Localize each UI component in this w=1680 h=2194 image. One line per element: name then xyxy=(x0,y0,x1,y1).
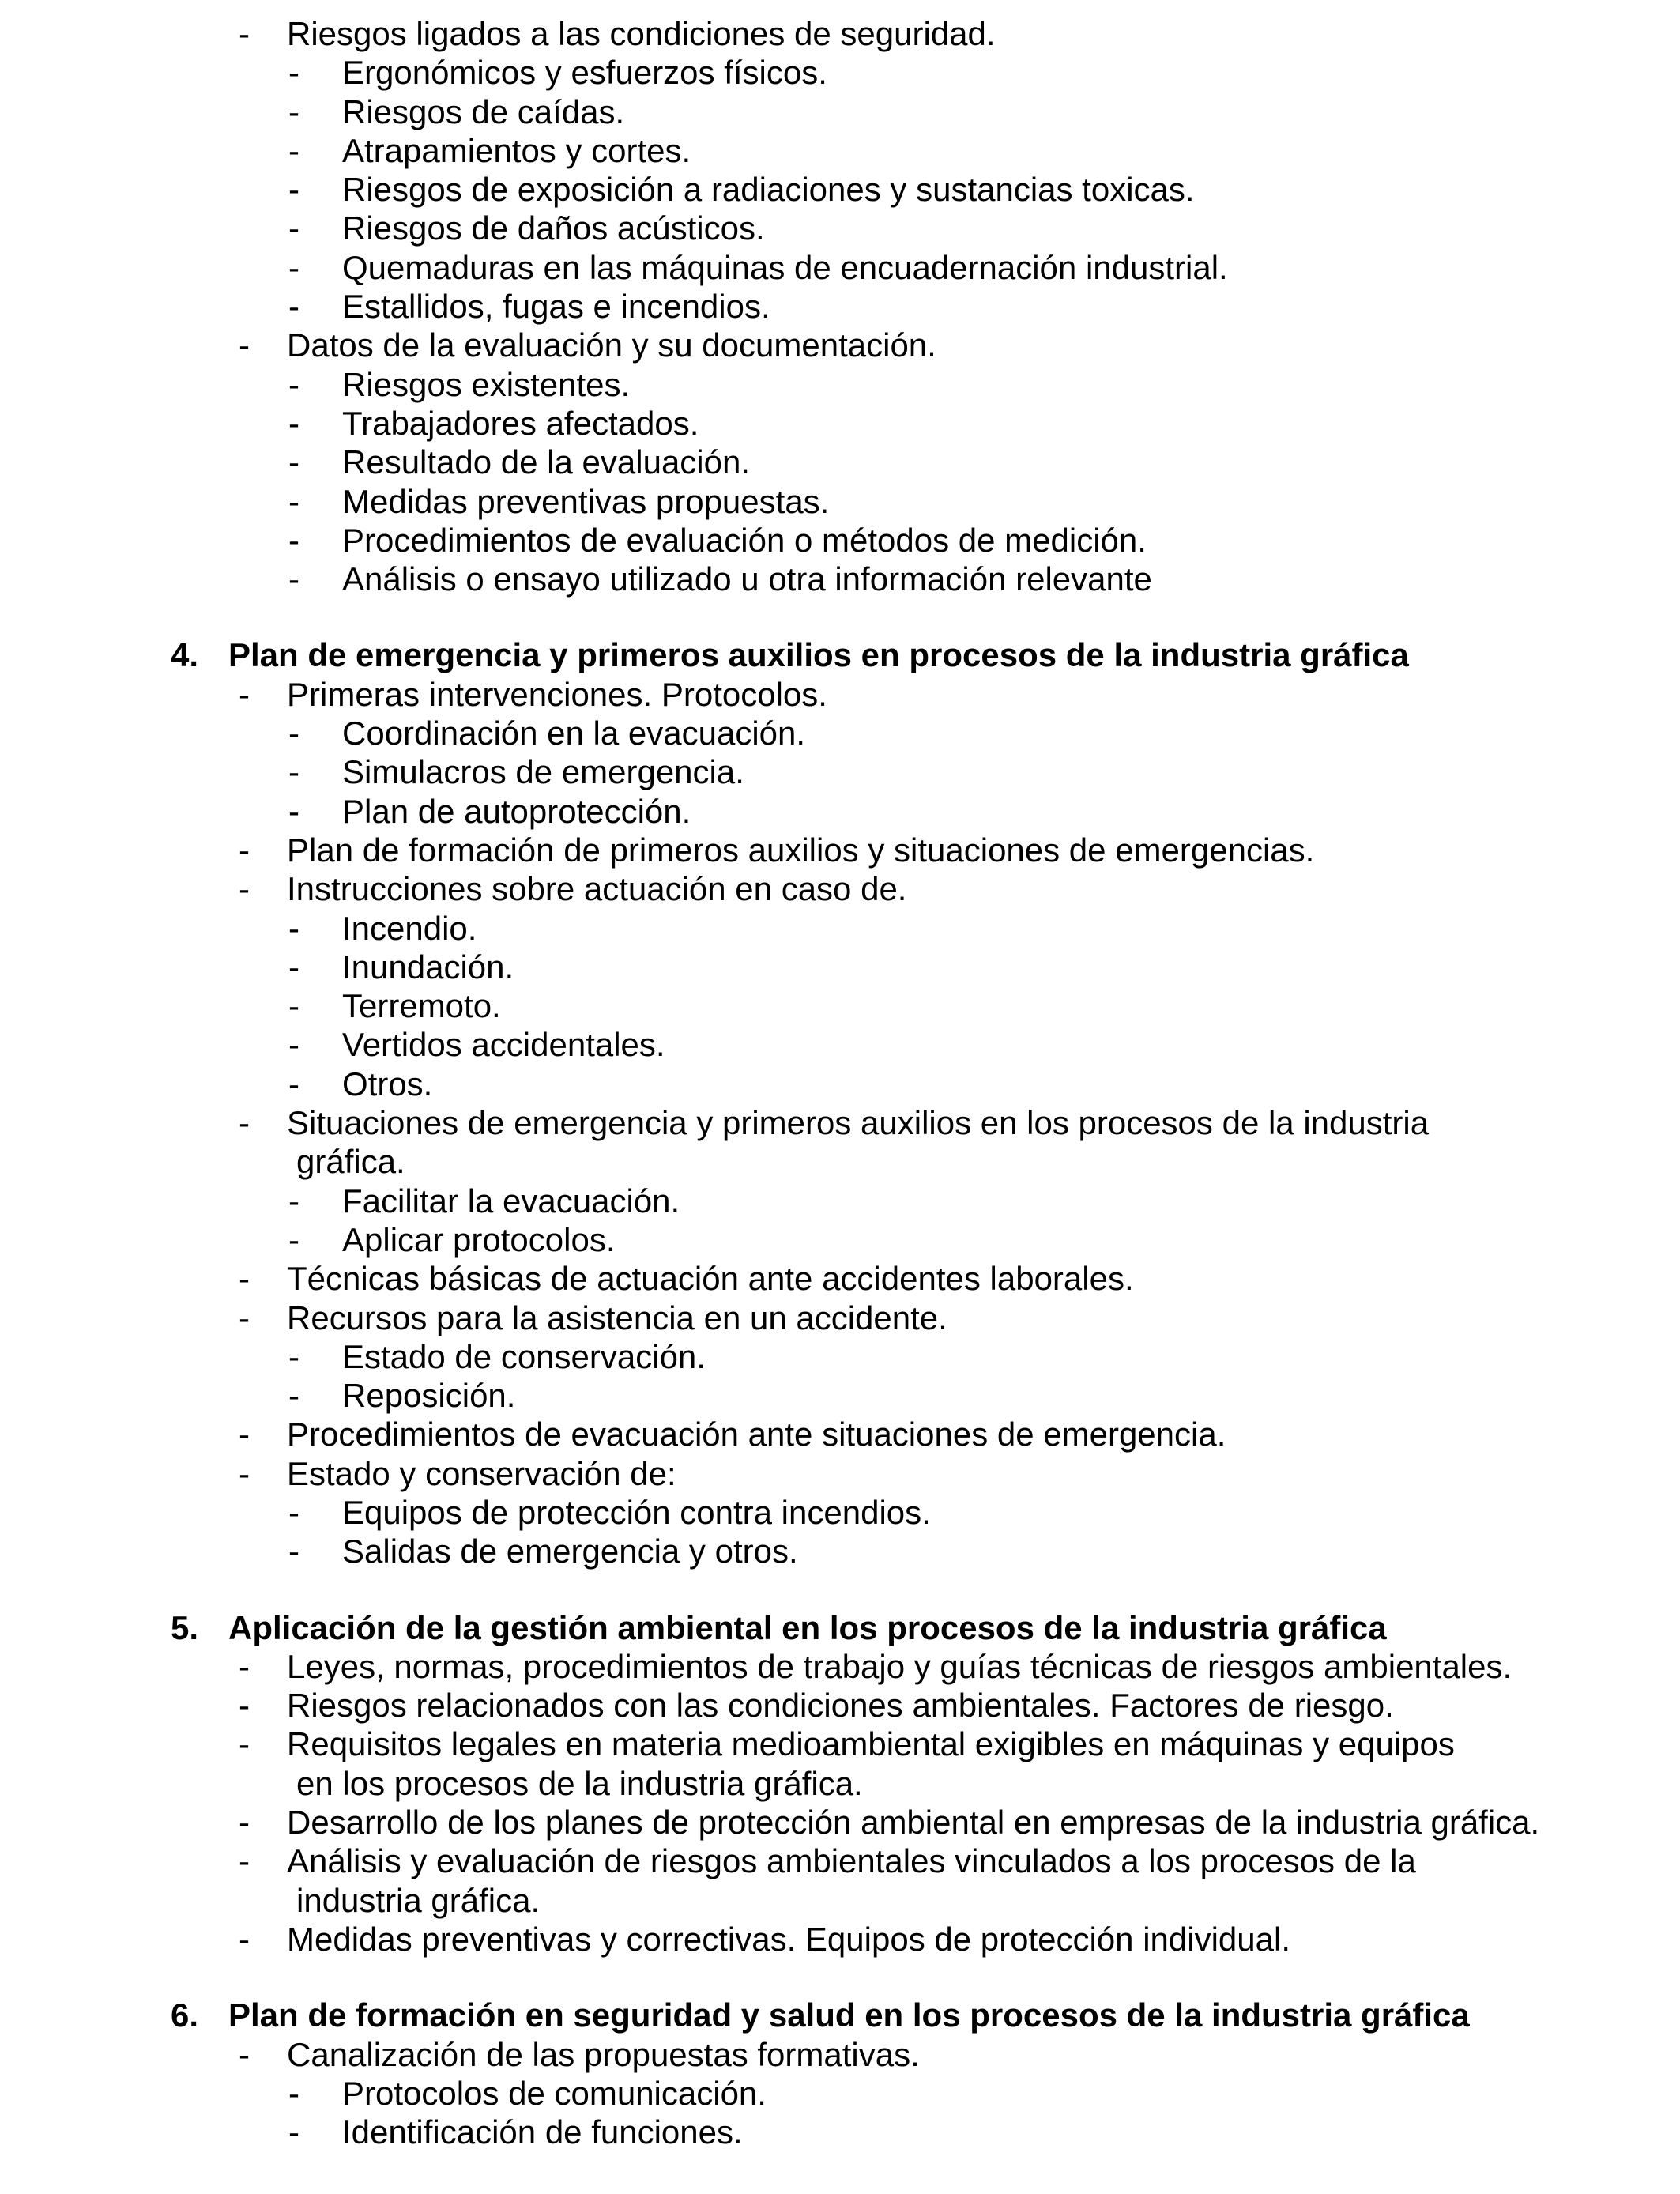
list-item-text: Estallidos, fugas e incendios. xyxy=(342,288,770,326)
list-item-text: Procedimientos de evaluación o métodos de medición. xyxy=(342,521,1147,559)
list-item xyxy=(0,1920,1680,1958)
bullet-dash: - xyxy=(239,1725,250,1763)
sub-list-item xyxy=(0,521,1680,560)
list-item-text: Facilitar la evacuación. xyxy=(342,1182,680,1220)
sub-list-item xyxy=(0,53,1680,92)
list-item-text: Plan de formación de primeros auxilios y situaciones de emergencias. xyxy=(287,831,1315,869)
list-item xyxy=(0,675,1680,714)
list-item xyxy=(0,1647,1680,1686)
sub-list-item xyxy=(0,714,1680,752)
bullet-dash: - xyxy=(288,131,299,169)
list-item-text: Aplicar protocolos. xyxy=(342,1220,616,1258)
sub-list-item xyxy=(0,209,1680,247)
bullet-dash: - xyxy=(288,92,299,130)
bullet-dash: - xyxy=(288,248,299,286)
sub-list-item xyxy=(0,1065,1680,1103)
section-heading xyxy=(0,635,1680,674)
list-item-text: Riesgos existentes. xyxy=(342,365,631,403)
list-item-text: Desarrollo de los planes de protección ambiental en empresas de la industria gráfica. xyxy=(287,1804,1540,1842)
list-item-text: Análisis y evaluación de riesgos ambientales vinculados a los procesos de la xyxy=(287,1842,1416,1880)
section-heading xyxy=(0,1996,1680,2034)
list-item-text: Riesgos ligados a las condiciones de seguridad. xyxy=(287,15,996,52)
bullet-dash: - xyxy=(288,521,299,559)
list-item-text: Instrucciones sobre actuación en caso de. xyxy=(287,870,907,908)
list-item-text: Riesgos de daños acústicos. xyxy=(342,209,765,247)
list-item-text: Riesgos de exposición a radiaciones y sustancias toxicas. xyxy=(342,171,1195,209)
sub-list-item xyxy=(0,287,1680,326)
section-heading xyxy=(0,1608,1680,1647)
sub-list-item xyxy=(0,170,1680,209)
list-item-text: Leyes, normas, procedimientos de trabajo y guías técnicas de riesgos ambientales. xyxy=(287,1647,1512,1685)
list-item-continuation xyxy=(0,1142,1680,1181)
bullet-dash: - xyxy=(239,1260,250,1298)
list-item-text: Estado de conservación. xyxy=(342,1337,706,1375)
section-spacer xyxy=(0,1958,1680,1996)
sub-list-item xyxy=(0,404,1680,443)
sub-list-item xyxy=(0,792,1680,831)
list-item-text: Inundación. xyxy=(342,948,514,986)
bullet-dash: - xyxy=(288,1220,299,1258)
sub-list-item xyxy=(0,1376,1680,1415)
sub-list-item xyxy=(0,2113,1680,2151)
list-item-continuation xyxy=(0,1764,1680,1803)
sub-list-item xyxy=(0,248,1680,287)
list-item-text: Salidas de emergencia y otros. xyxy=(342,1532,798,1570)
bullet-dash: - xyxy=(288,443,299,481)
list-item-text: Protocolos de comunicación. xyxy=(342,2074,767,2112)
list-item-text: Equipos de protección contra incendios. xyxy=(342,1493,931,1531)
sub-list-item xyxy=(0,365,1680,404)
section-number: 4. xyxy=(171,636,199,674)
list-item-text: Reposición. xyxy=(342,1377,516,1415)
bullet-dash: - xyxy=(288,792,299,830)
bullet-dash: - xyxy=(239,1416,250,1453)
list-item xyxy=(0,1842,1680,1880)
list-item-text: en los procesos de la industria gráfica. xyxy=(296,1764,863,1802)
section-number: 5. xyxy=(171,1608,199,1646)
list-item xyxy=(0,1725,1680,1763)
list-item-text: Coordinación en la evacuación. xyxy=(342,714,806,752)
list-item-text: gráfica. xyxy=(296,1143,405,1181)
sub-list-item xyxy=(0,482,1680,521)
list-item-continuation xyxy=(0,1881,1680,1920)
bullet-dash: - xyxy=(239,15,250,52)
list-item-text: Atrapamientos y cortes. xyxy=(342,131,691,169)
list-item-text: Ergonómicos y esfuerzos físicos. xyxy=(342,54,827,92)
bullet-dash: - xyxy=(239,1687,250,1725)
list-item-text: Medidas preventivas propuestas. xyxy=(342,482,830,520)
list-item-text: Primeras intervenciones. Protocolos. xyxy=(287,675,827,713)
bullet-dash: - xyxy=(288,753,299,791)
section-number: 6. xyxy=(171,1996,199,2034)
bullet-dash: - xyxy=(288,560,299,598)
sub-list-item xyxy=(0,1493,1680,1532)
section-title: Plan de formación en seguridad y salud en los procesos de la industria gráfica xyxy=(228,1996,1470,2034)
list-item-text: Medidas preventivas y correctivas. Equipos de protección individual. xyxy=(287,1920,1290,1958)
bullet-dash: - xyxy=(288,404,299,442)
bullet-dash: - xyxy=(239,1647,250,1685)
bullet-dash: - xyxy=(288,288,299,326)
document-page xyxy=(0,14,1680,2151)
bullet-dash: - xyxy=(239,831,250,869)
list-item-text: Riesgos relacionados con las condiciones ambientales. Factores de riesgo. xyxy=(287,1687,1394,1725)
bullet-dash: - xyxy=(288,209,299,247)
list-item-text: Simulacros de emergencia. xyxy=(342,753,744,791)
sub-list-item xyxy=(0,986,1680,1025)
bullet-dash: - xyxy=(239,675,250,713)
list-item xyxy=(0,1299,1680,1337)
bullet-dash: - xyxy=(288,987,299,1025)
bullet-dash: - xyxy=(288,171,299,209)
bullet-dash: - xyxy=(288,1065,299,1103)
list-item-text: Identificación de funciones. xyxy=(342,2113,743,2151)
list-item-text: Incendio. xyxy=(342,909,477,947)
sub-list-item xyxy=(0,1182,1680,1220)
list-item-text: Técnicas básicas de actuación ante accidentes laborales. xyxy=(287,1260,1134,1298)
sub-list-item xyxy=(0,948,1680,986)
bullet-dash: - xyxy=(288,365,299,403)
sub-list-item xyxy=(0,560,1680,598)
list-item-text: Quemaduras en las máquinas de encuadernación industrial. xyxy=(342,248,1228,286)
bullet-dash: - xyxy=(288,2113,299,2151)
bullet-dash: - xyxy=(288,1532,299,1570)
list-item xyxy=(0,1259,1680,1298)
sub-list-item xyxy=(0,443,1680,481)
list-item-text: Requisitos legales en materia medioambiental exigibles en máquinas y equipos xyxy=(287,1725,1455,1763)
list-item xyxy=(0,1803,1680,1842)
bullet-dash: - xyxy=(288,1337,299,1375)
section-spacer xyxy=(0,1571,1680,1608)
bullet-dash: - xyxy=(239,1454,250,1492)
bullet-dash: - xyxy=(239,1804,250,1842)
list-item-text: Otros. xyxy=(342,1065,433,1103)
bullet-dash: - xyxy=(288,909,299,947)
sub-list-item xyxy=(0,909,1680,948)
bullet-dash: - xyxy=(288,54,299,92)
bullet-dash: - xyxy=(239,1920,250,1958)
sub-list-item xyxy=(0,92,1680,131)
list-item-text: Resultado de la evaluación. xyxy=(342,443,751,481)
bullet-dash: - xyxy=(239,1299,250,1336)
list-item-text: Riesgos de caídas. xyxy=(342,92,625,130)
sub-list-item xyxy=(0,1337,1680,1376)
list-item-text: Terremoto. xyxy=(342,987,501,1025)
list-item xyxy=(0,1103,1680,1142)
list-item-text: Vertidos accidentales. xyxy=(342,1026,665,1064)
sub-list-item xyxy=(0,131,1680,170)
list-item xyxy=(0,326,1680,364)
bullet-dash: - xyxy=(288,714,299,752)
bullet-dash: - xyxy=(288,1026,299,1064)
section-title: Plan de emergencia y primeros auxilios en procesos de la industria gráfica xyxy=(228,636,1409,674)
bullet-dash: - xyxy=(288,2074,299,2112)
list-item xyxy=(0,869,1680,908)
bullet-dash: - xyxy=(239,326,250,364)
sub-list-item xyxy=(0,2074,1680,2113)
section-title: Aplicación de la gestión ambiental en los procesos de la industria gráfica xyxy=(228,1608,1387,1646)
bullet-dash: - xyxy=(239,1842,250,1880)
bullet-dash: - xyxy=(239,870,250,908)
list-item xyxy=(0,2035,1680,2074)
list-item-text: Procedimientos de evacuación ante situaciones de emergencia. xyxy=(287,1416,1226,1453)
bullet-dash: - xyxy=(288,1182,299,1220)
bullet-dash: - xyxy=(288,482,299,520)
bullet-dash: - xyxy=(288,1493,299,1531)
list-item-text: Datos de la evaluación y su documentación. xyxy=(287,326,936,364)
section-spacer xyxy=(0,598,1680,635)
list-item xyxy=(0,831,1680,869)
bullet-dash: - xyxy=(239,2035,250,2073)
sub-list-item xyxy=(0,1532,1680,1570)
list-item xyxy=(0,14,1680,53)
bullet-dash: - xyxy=(288,948,299,986)
list-item-text: Canalización de las propuestas formativas. xyxy=(287,2035,920,2073)
list-item xyxy=(0,1415,1680,1453)
list-item-text: Estado y conservación de: xyxy=(287,1454,676,1492)
sub-list-item xyxy=(0,1220,1680,1259)
list-item-text: Plan de autoprotección. xyxy=(342,792,691,830)
list-item-text: Situaciones de emergencia y primeros auxilios en los procesos de la industria xyxy=(287,1104,1430,1142)
bullet-dash: - xyxy=(288,1377,299,1415)
bullet-dash: - xyxy=(239,1104,250,1142)
list-item-text: industria gráfica. xyxy=(296,1881,541,1919)
list-item-text: Trabajadores afectados. xyxy=(342,404,699,442)
list-item-text: Recursos para la asistencia en un accidente. xyxy=(287,1299,947,1336)
sub-list-item xyxy=(0,1025,1680,1064)
list-item xyxy=(0,1686,1680,1725)
sub-list-item xyxy=(0,752,1680,791)
list-item xyxy=(0,1454,1680,1493)
list-item-text: Análisis o ensayo utilizado u otra información relevante xyxy=(342,560,1152,598)
